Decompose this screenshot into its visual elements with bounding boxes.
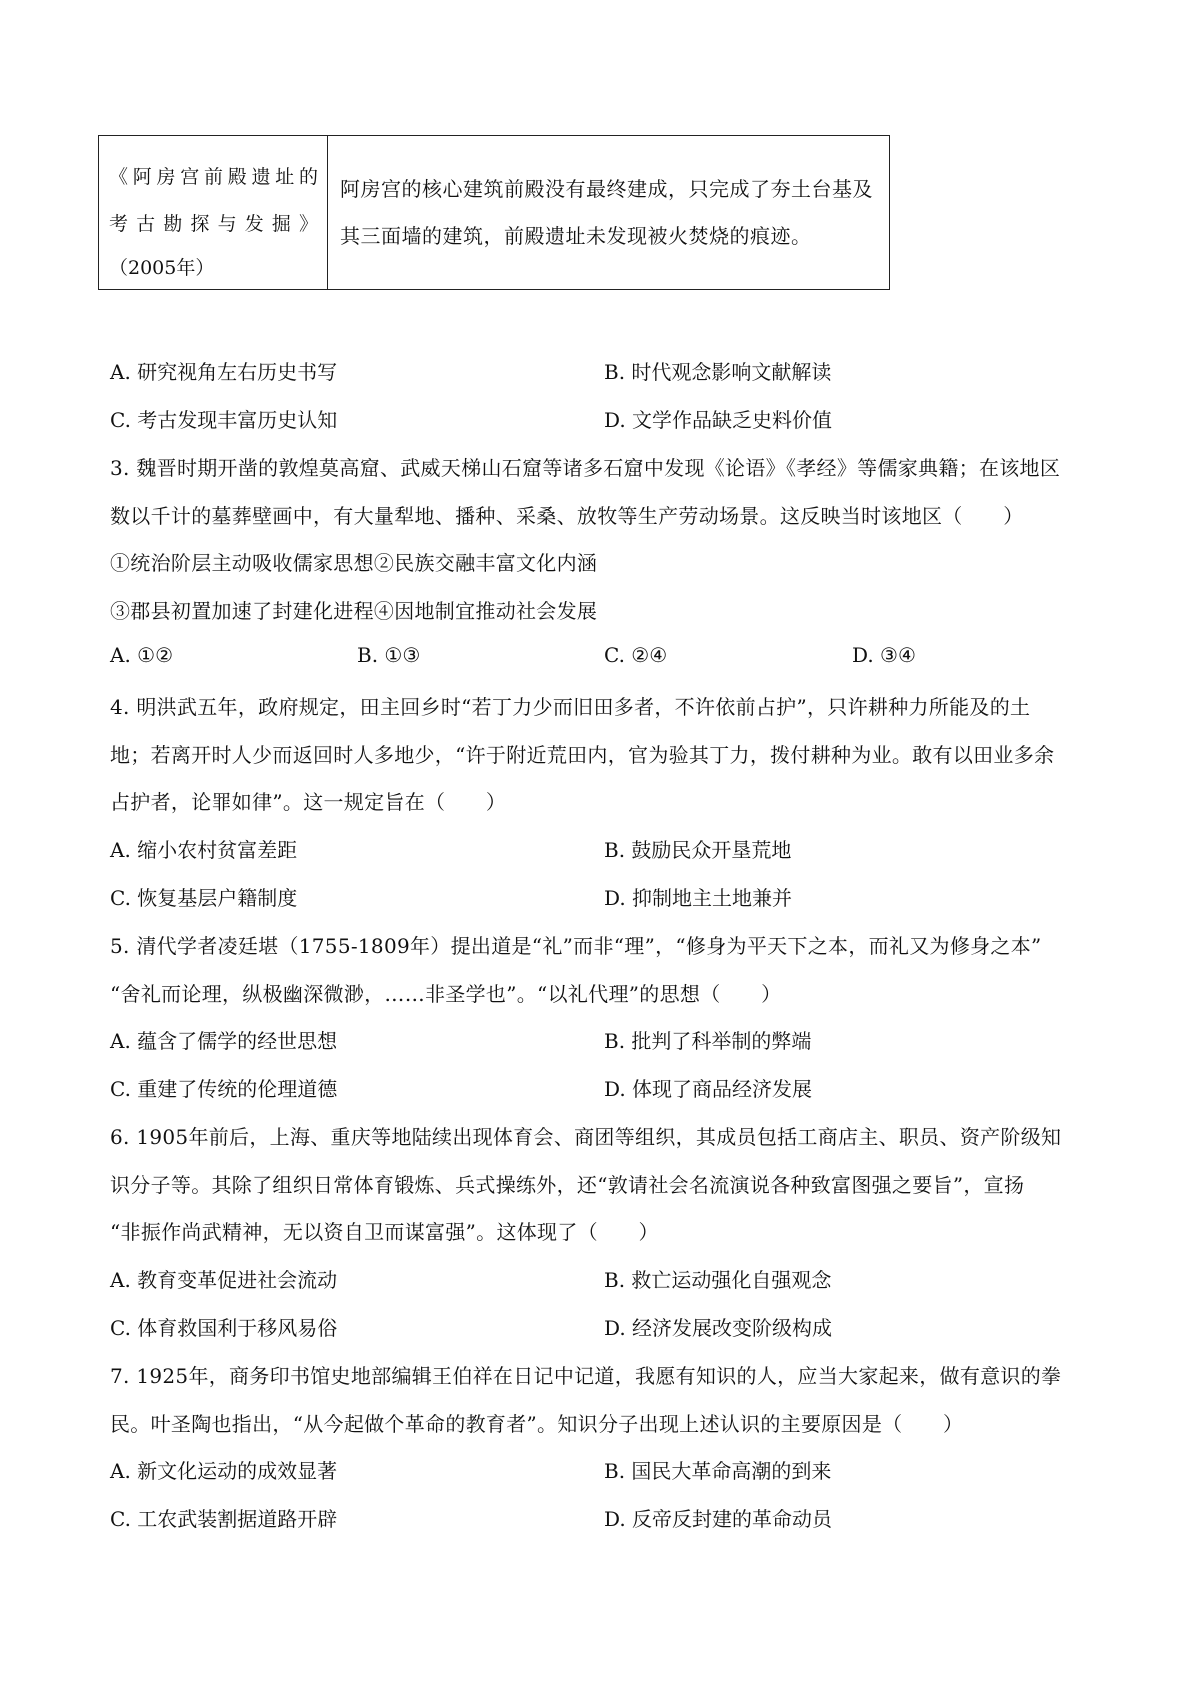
q3-option-b[interactable]: B. ①③ — [357, 643, 421, 667]
q4-option-a[interactable]: A. 缩小农村贫富差距 — [110, 838, 298, 862]
q3-stem-line: 3. 魏晋时期开凿的敦煌莫高窟、武威天梯山石窟等诸多石窟中发现《论语》《孝经》等儒家典籍；在该地区 — [110, 456, 1061, 480]
source-title-cell — [99, 136, 328, 289]
q6-option-c[interactable]: C. 体育救国利于移风易俗 — [110, 1316, 338, 1340]
q4-stem-line: 地；若离开时人少而返回时人多地少，“许于附近荒田内，官为验其丁力，拨付耕种为业。敢有以田业多余 — [110, 743, 1055, 767]
q3-statement-line: ③郡县初置加速了封建化进程④因地制宜推动社会发展 — [110, 599, 598, 623]
q3-stem-line: 数以千计的墓葬壁画中，有大量犁地、播种、采桑、放牧等生产劳动场景。这反映当时该地区（ ） — [110, 504, 1024, 528]
q7-stem-line: 7. 1925年，商务印书馆史地部编辑王伯祥在日记中记道，我愿有知识的人，应当大家起来，做有意识的拳 — [110, 1364, 1062, 1388]
source-content-cell: 阿房宫的核心建筑前殿没有最终建成，只完成了夯土台基及其三面墙的建筑，前殿遗址未发现被火焚烧的痕迹。 — [340, 177, 873, 248]
q5-stem-line: 5. 清代学者凌廷堪（1755-1809年）提出道是“礼”而非“理”，“修身为平天下之本，而礼又为修身之本” — [110, 934, 1042, 958]
q3-statement-line: ①统治阶层主动吸收儒家思想②民族交融丰富文化内涵 — [110, 551, 598, 575]
q2-option-c[interactable]: C. 考古发现丰富历史认知 — [110, 408, 338, 432]
q4-stem-line: 占护者，论罪如律”。这一规定旨在（ ） — [110, 790, 507, 814]
q5-option-a[interactable]: A. 蕴含了儒学的经世思想 — [110, 1029, 338, 1053]
q6-option-b[interactable]: B. 救亡运动强化自强观念 — [604, 1268, 832, 1292]
q3-option-d[interactable]: D. ③④ — [852, 643, 916, 667]
q2-option-b[interactable]: B. 时代观念影响文献解读 — [604, 360, 832, 384]
q4-option-c[interactable]: C. 恢复基层户籍制度 — [110, 886, 298, 910]
q5-option-b[interactable]: B. 批判了科举制的弊端 — [604, 1029, 812, 1053]
q5-option-d[interactable]: D. 体现了商品经济发展 — [604, 1077, 813, 1101]
q7-option-b[interactable]: B. 国民大革命高潮的到来 — [604, 1459, 832, 1483]
q2-option-a[interactable]: A. 研究视角左右历史书写 — [110, 360, 338, 384]
q3-option-c[interactable]: C. ②④ — [604, 643, 668, 667]
q7-option-c[interactable]: C. 工农武装割据道路开辟 — [110, 1507, 338, 1531]
q7-option-a[interactable]: A. 新文化运动的成效显著 — [110, 1459, 338, 1483]
q3-option-a[interactable]: A. ①② — [110, 643, 174, 667]
q6-stem-line: 识分子等。其除了组织日常体育锻炼、兵式操练外，还“敦请社会名流演说各种致富图强之要旨”，宣扬 — [110, 1173, 1025, 1197]
source-title-line: 《阿房宫前殿遗址的 — [109, 166, 319, 188]
q6-option-a[interactable]: A. 教育变革促进社会流动 — [110, 1268, 338, 1292]
q5-option-c[interactable]: C. 重建了传统的伦理道德 — [110, 1077, 338, 1101]
source-year: （2005年） — [109, 257, 215, 279]
q6-stem-line: 6. 1905年前后，上海、重庆等地陆续出现体育会、商团等组织，其成员包括工商店主、职员、资产阶级知 — [110, 1125, 1062, 1149]
q6-option-d[interactable]: D. 经济发展改变阶级构成 — [604, 1316, 833, 1340]
q5-stem-line: “舍礼而论理，纵极幽深微渺，……非圣学也”。“以礼代理”的思想（ ） — [110, 982, 782, 1006]
q4-option-d[interactable]: D. 抑制地主土地兼并 — [604, 886, 793, 910]
q4-option-b[interactable]: B. 鼓励民众开垦荒地 — [604, 838, 792, 862]
q2-option-d[interactable]: D. 文学作品缺乏史料价值 — [604, 408, 833, 432]
q7-stem-line: 民。叶圣陶也指出，“从今起做个革命的教育者”。知识分子出现上述认识的主要原因是（ ） — [110, 1412, 964, 1436]
q4-stem-line: 4. 明洪武五年，政府规定，田主回乡时“若丁力少而旧田多者，不许依前占护”，只许耕种力所能及的土 — [110, 695, 1031, 719]
q6-stem-line: “非振作尚武精神，无以资自卫而谋富强”。这体现了（ ） — [110, 1220, 659, 1244]
q7-option-d[interactable]: D. 反帝反封建的革命动员 — [604, 1507, 833, 1531]
source-table — [98, 135, 890, 290]
source-title-line: 考古勘探与发掘》 — [109, 213, 319, 235]
